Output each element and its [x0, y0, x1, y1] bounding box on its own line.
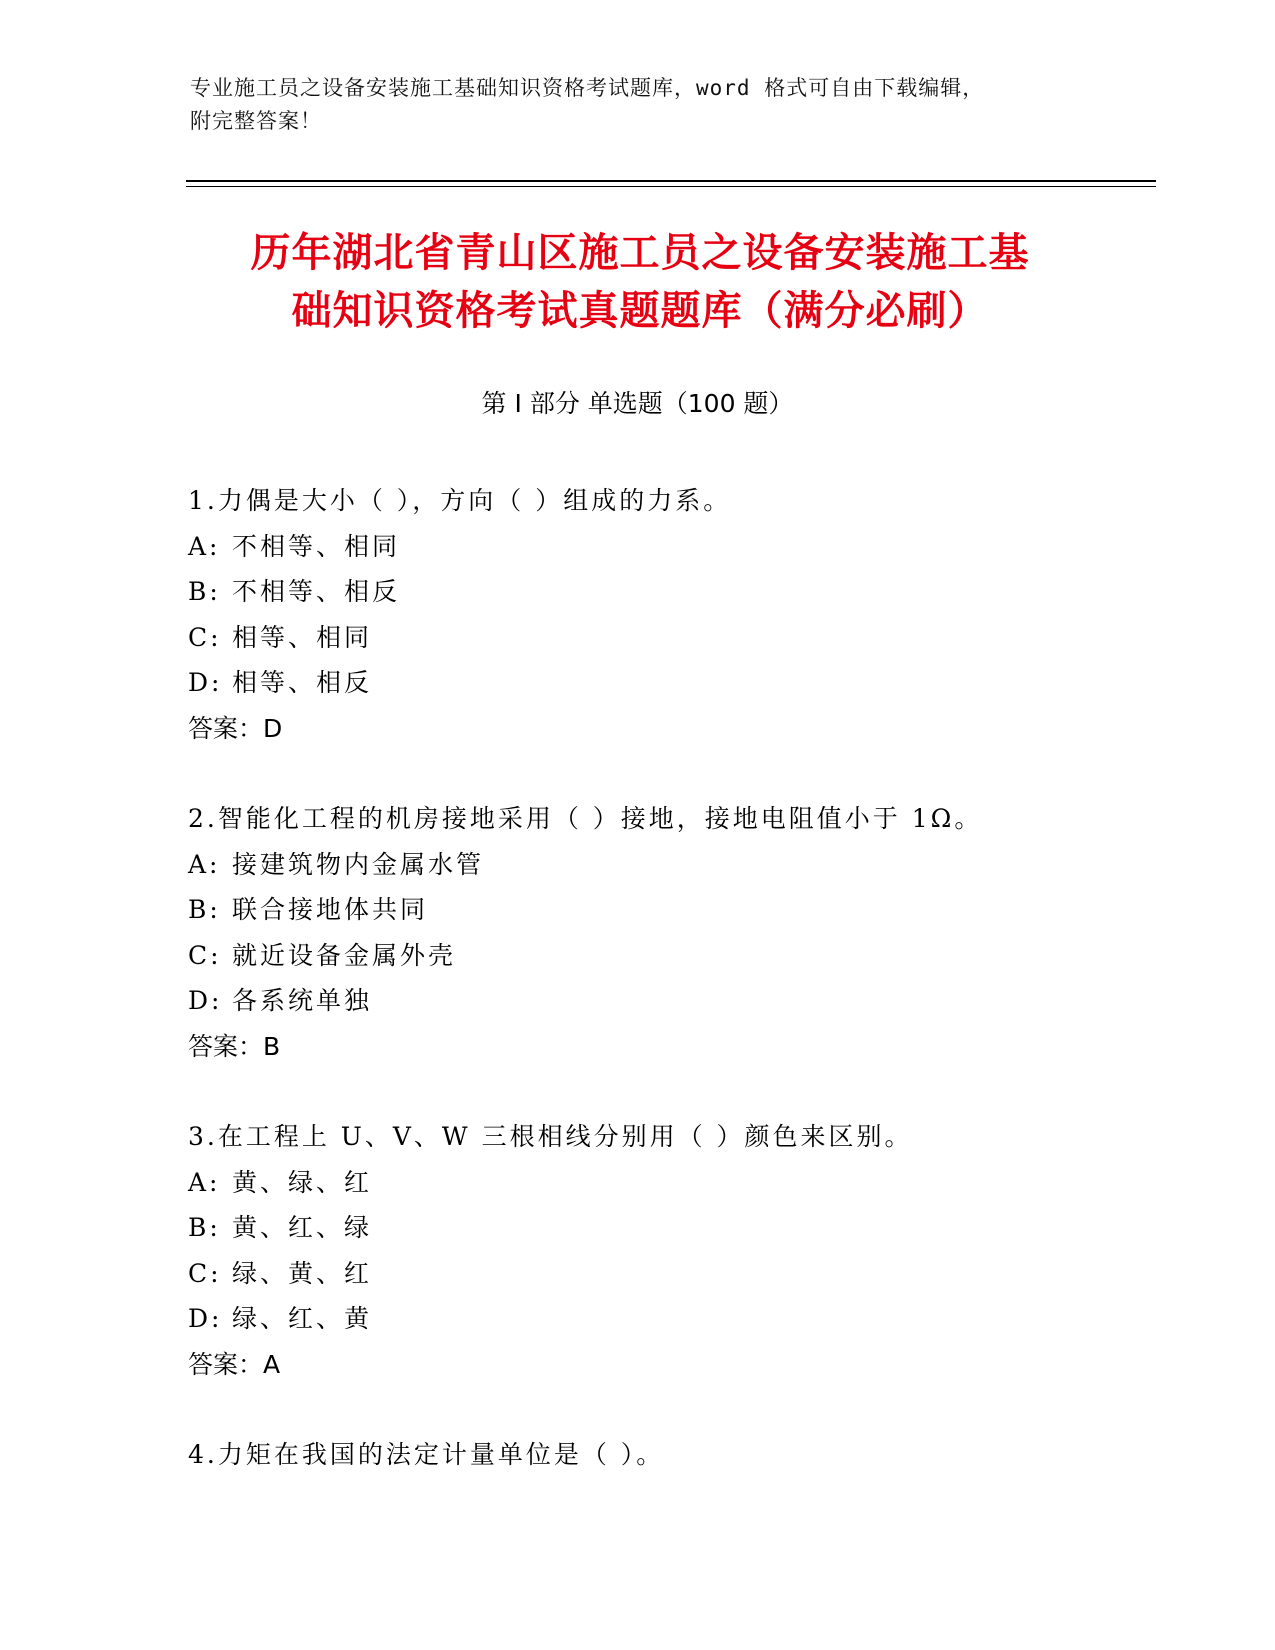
- option-d: [188, 978, 1138, 1024]
- question-4: [188, 1432, 1138, 1478]
- option-letter: C:: [188, 1258, 222, 1288]
- header-note: [190, 72, 1070, 138]
- option-text: 绿、红、黄: [232, 1304, 373, 1333]
- document-title-line-1: 历年湖北省青山区施工员之设备安装施工基: [250, 230, 1030, 276]
- option-text: 各系统单独: [232, 986, 373, 1015]
- option-text: 黄、红、绿: [232, 1213, 373, 1242]
- option-text: 联合接地体共同: [232, 895, 429, 924]
- option-letter: D:: [188, 1304, 223, 1333]
- option-letter: B:: [188, 1213, 221, 1242]
- option-text: 绿、黄、红: [232, 1258, 373, 1288]
- option-text: 相等、相反: [232, 668, 373, 697]
- option-letter: D:: [188, 668, 223, 697]
- option-letter: A:: [188, 849, 221, 879]
- answer-line: 答案：D: [188, 713, 283, 743]
- option-text: 黄、绿、红: [232, 1167, 373, 1197]
- question-stem: 2.智能化工程的机房接地采用（ ）接地，接地电阻值小于 1Ω。: [188, 804, 983, 833]
- option-b: [188, 887, 1138, 933]
- header-divider-thin: [186, 186, 1156, 187]
- option-c: [188, 1251, 1138, 1297]
- question-stem: 4.力矩在我国的法定计量单位是（ ）。: [188, 1440, 665, 1469]
- question-2: [188, 796, 1138, 1069]
- option-c: [188, 933, 1138, 979]
- question-list: [188, 478, 1138, 1523]
- option-text: 不相等、相反: [232, 577, 401, 606]
- option-letter: A:: [188, 1167, 221, 1197]
- header-divider-thick: [186, 180, 1156, 182]
- option-text: 接建筑物内金属水管: [232, 849, 485, 879]
- section-title: 第 I 部分 单选题（100 题）: [481, 389, 794, 418]
- document-title-line-2: 础知识资格考试真题题库（满分必刷）: [291, 288, 989, 334]
- option-letter: C:: [188, 940, 222, 970]
- option-letter: D:: [188, 986, 223, 1015]
- option-letter: A:: [188, 531, 221, 561]
- option-text: 不相等、相同: [232, 531, 401, 561]
- option-d: [188, 660, 1138, 706]
- answer-line: 答案：A: [188, 1349, 281, 1379]
- document-title: [180, 224, 1100, 340]
- option-letter: B:: [188, 577, 221, 606]
- question-3: [188, 1114, 1138, 1387]
- header-note-line-2: 附完整答案！: [190, 109, 322, 133]
- option-a: [188, 842, 1138, 888]
- option-b: [188, 1205, 1138, 1251]
- option-text: 就近设备金属外壳: [232, 940, 457, 970]
- answer-line: 答案：B: [188, 1031, 281, 1061]
- question-stem: 1.力偶是大小（ ），方向（ ）组成的力系。: [188, 486, 732, 515]
- question-1: [188, 478, 1138, 751]
- option-a: [188, 524, 1138, 570]
- option-letter: C:: [188, 622, 222, 652]
- option-b: [188, 569, 1138, 615]
- option-a: [188, 1160, 1138, 1206]
- option-d: [188, 1296, 1138, 1342]
- question-stem: 3.在工程上 U、V、W 三根相线分别用（ ）颜色来区别。: [188, 1122, 913, 1151]
- header-note-line-1: 专业施工员之设备安装施工基础知识资格考试题库，word 格式可自由下载编辑，: [190, 76, 985, 100]
- option-text: 相等、相同: [232, 622, 373, 652]
- option-c: [188, 615, 1138, 661]
- option-letter: B:: [188, 895, 221, 924]
